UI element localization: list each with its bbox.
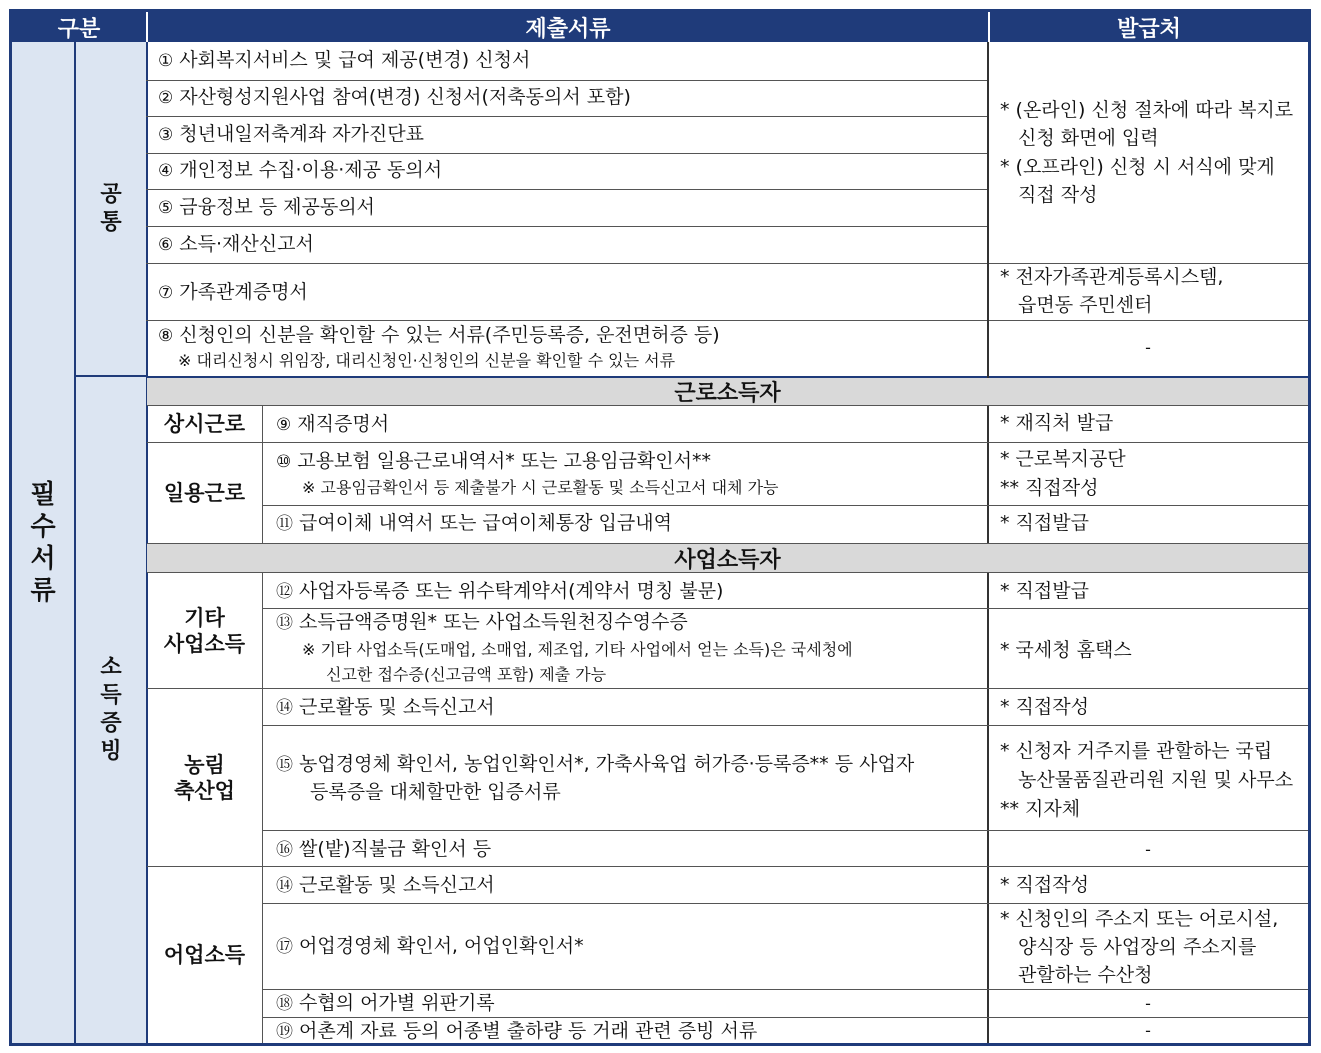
- doc-row-4: ④ 개인정보 수집·이용·제공 동의서: [158, 159, 443, 181]
- issuer-family-line-2: 읍면동 주민센터: [1018, 294, 1153, 316]
- header-issuer: 발급처: [988, 12, 1308, 42]
- issuer-doc-10-line-2: ** 직접작성: [1000, 477, 1099, 499]
- doc-row-3: ③ 청년내일저축계좌 자가진단표: [158, 123, 424, 145]
- doc-row-10: ⑩ 고용보험 일용근로내역서* 또는 고용임금확인서**: [276, 450, 711, 472]
- doc-row-9: ⑨ 재직증명서: [276, 413, 390, 435]
- issuer-common-line-4: 직접 작성: [1018, 184, 1098, 206]
- doc-row-14: ⑭ 근로활동 및 소득신고서: [276, 696, 495, 718]
- issuer-doc-17-line-1: * 신청인의 주소지 또는 어로시설,: [1000, 908, 1279, 930]
- issuer-doc-18: -: [1145, 994, 1151, 1013]
- issuer-doc-9: * 재직처 발급: [1000, 412, 1114, 434]
- subcat-regular-work: 상시근로: [163, 412, 246, 436]
- doc-row-8: ⑧ 신청인의 신분을 확인할 수 있는 서류(주민등록증, 운전면허증 등): [158, 324, 720, 346]
- category-common: 공 통: [76, 42, 146, 377]
- doc-row-14b: ⑭ 근로활동 및 소득신고서: [276, 874, 495, 896]
- doc-row-16: ⑯ 쌀(밭)직불금 확인서 등: [276, 838, 492, 860]
- category-required-documents: 필 수 서 류: [12, 42, 76, 1043]
- header-documents: 제출서류: [146, 12, 988, 42]
- doc-row-12: ⑫ 사업자등록증 또는 위수탁계약서(계약서 명칭 불문): [276, 580, 724, 602]
- issuer-doc-14b: * 직접작성: [1000, 874, 1089, 896]
- doc-row-18: ⑱ 수협의 어가별 위판기록: [276, 992, 495, 1014]
- issuer-family-line-1: * 전자가족관계등록시스템,: [1000, 266, 1224, 288]
- doc-row-6: ⑥ 소득·재산신고서: [158, 233, 314, 255]
- doc-row-5: ⑤ 금융정보 등 제공동의서: [158, 196, 375, 218]
- doc-row-7: ⑦ 가족관계증명서: [158, 281, 308, 303]
- subcat-farm-livestock: 농림 축산업: [174, 752, 235, 803]
- issuer-doc-15-line-2: 농산물품질관리원 지원 및 사무소: [1018, 769, 1294, 791]
- subcat-other-business: 기타 사업소득: [163, 606, 246, 656]
- issuer-doc-19: -: [1145, 1021, 1151, 1040]
- issuer-doc-16: -: [1145, 840, 1151, 859]
- doc-row-13: ⑬ 소득금액증명원* 또는 사업소득원천징수영수증: [276, 611, 688, 633]
- issuer-common-line-2: 신청 화면에 입력: [1018, 127, 1159, 149]
- doc-row-10-note: ※ 고용임금확인서 등 제출불가 시 근로활동 및 소득신고서 대체 가능: [302, 478, 779, 497]
- band-worker: 근로소득자: [147, 378, 1308, 406]
- subcat-fishery: 어업소득: [163, 943, 246, 967]
- doc-row-13-note-1: ※ 기타 사업소득(도매업, 소매업, 제조업, 기타 사업에서 얻는 소득)은 국세청에: [302, 640, 853, 659]
- doc-row-8-note: ※ 대리신청시 위임장, 대리신청인·신청인의 신분을 확인할 수 있는 서류: [178, 351, 676, 370]
- category-income-proof: 소 득 증 빙: [76, 377, 146, 1043]
- doc-row-15-line-2: 등록증을 대체할만한 입증서류: [310, 781, 561, 803]
- issuer-doc-15-line-3: ** 지자체: [1000, 798, 1081, 820]
- issuer-doc-15-line-1: * 신청자 거주지를 관할하는 국립: [1000, 740, 1273, 762]
- issuer-doc-12: * 직접발급: [1000, 580, 1089, 602]
- header-category: 구분: [12, 12, 146, 42]
- doc-row-2: ② 자산형성지원사업 참여(변경) 신청서(저축동의서 포함): [158, 86, 631, 108]
- doc-row-17: ⑰ 어업경영체 확인서, 어업인확인서*: [276, 935, 584, 957]
- doc-row-19: ⑲ 어촌계 자료 등의 어종별 출하량 등 거래 관련 증빙 서류: [276, 1020, 758, 1042]
- required-documents-table: [9, 9, 1311, 1046]
- issuer-common-line-3: * (오프라인) 신청 시 서식에 맞게: [1000, 156, 1275, 178]
- issuer-common-line-1: * (온라인) 신청 절차에 따라 복지로: [1000, 99, 1294, 121]
- issuer-doc-11: * 직접발급: [1000, 512, 1089, 534]
- doc-row-15: ⑮ 농업경영체 확인서, 농업인확인서*, 가축사육업 허가증·등록증** 등 사업자: [276, 753, 915, 775]
- issuer-doc-10-line-1: * 근로복지공단: [1000, 448, 1126, 470]
- issuer-id-docs: -: [1145, 338, 1151, 357]
- issuer-doc-17-line-3: 관할하는 수산청: [1018, 964, 1153, 986]
- doc-row-13-note-2: 신고한 접수증(신고금액 포함) 제출 가능: [326, 665, 607, 684]
- issuer-doc-13: * 국세청 홈택스: [1000, 639, 1132, 661]
- doc-row-11: ⑪ 급여이체 내역서 또는 급여이체통장 입금내역: [276, 512, 672, 534]
- issuer-doc-14: * 직접작성: [1000, 696, 1089, 718]
- doc-row-1: ① 사회복지서비스 및 급여 제공(변경) 신청서: [158, 49, 531, 71]
- band-business: 사업소득자: [147, 543, 1308, 573]
- subcat-daily-work: 일용근로: [163, 481, 246, 505]
- issuer-doc-17-line-2: 양식장 등 사업장의 주소지를: [1018, 936, 1257, 958]
